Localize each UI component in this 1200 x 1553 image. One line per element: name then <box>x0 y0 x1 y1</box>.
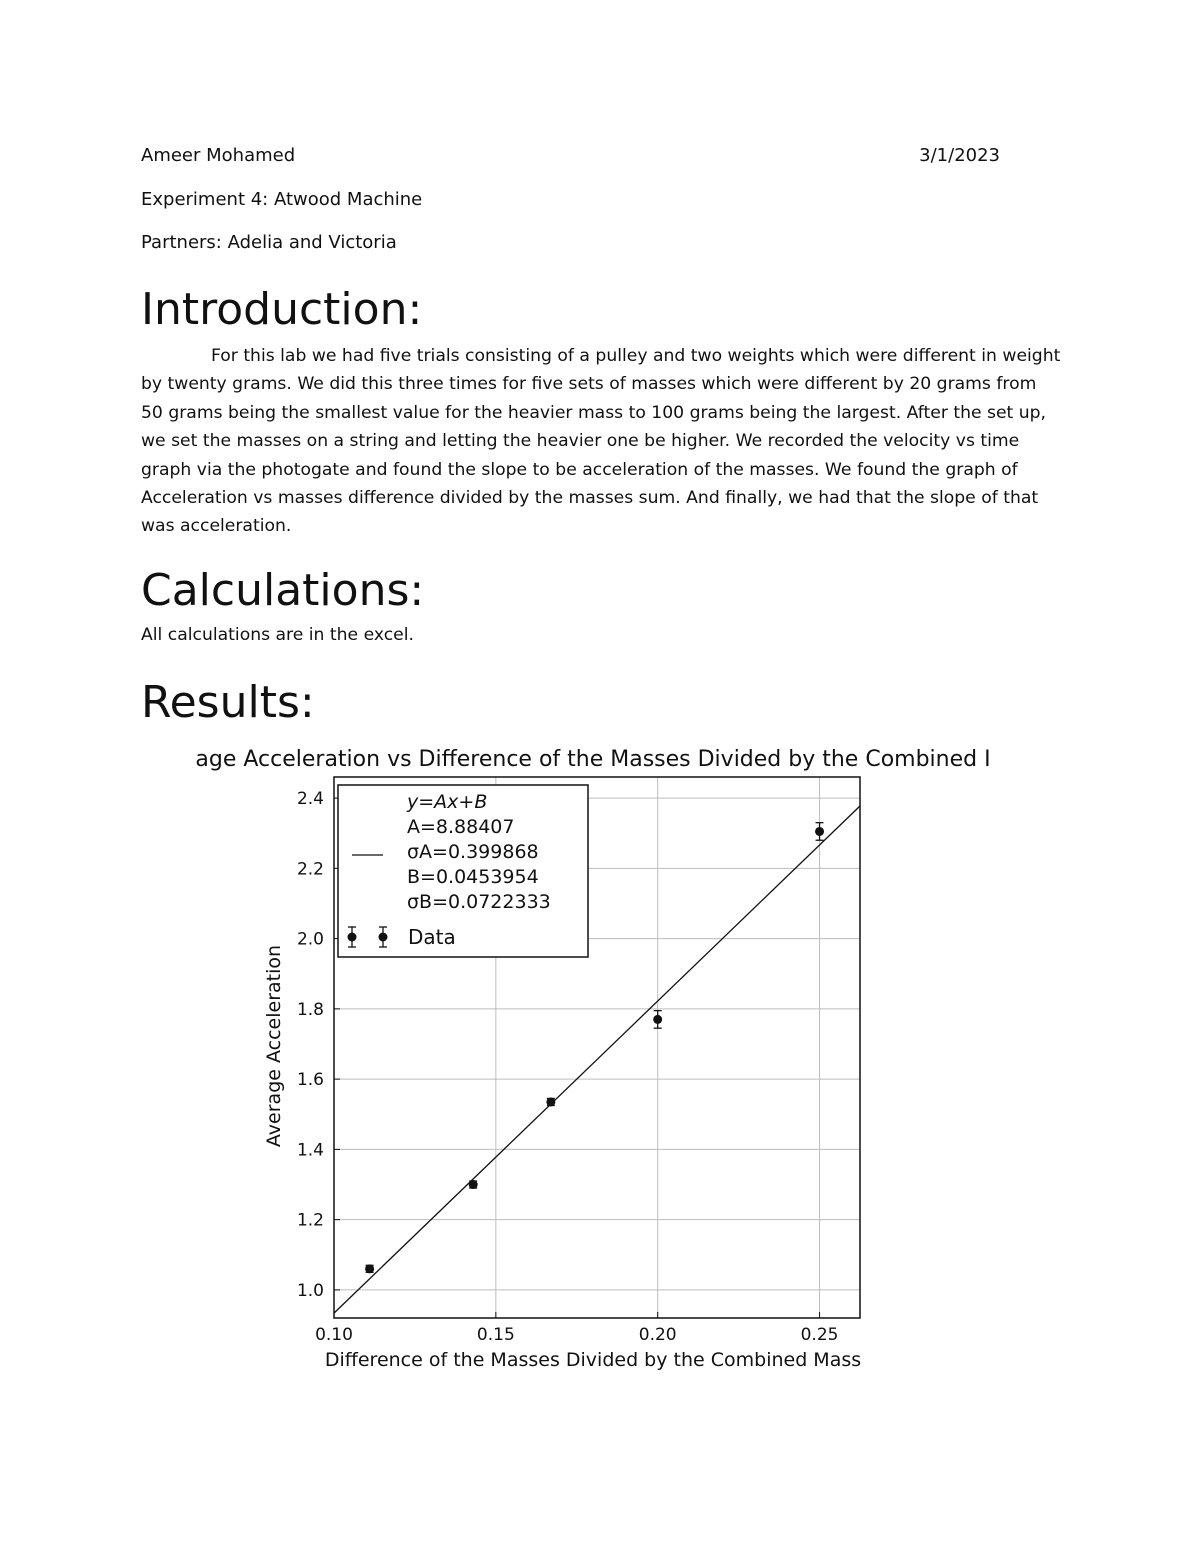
legend-fit-B: B=0.0453954 <box>407 866 539 888</box>
x-tick-label: 0.20 <box>638 1325 677 1345</box>
introduction-paragraph <box>141 342 1061 541</box>
legend-fit-A: A=8.88407 <box>407 816 515 838</box>
y-tick-label: 2.0 <box>296 929 324 950</box>
data-marker <box>653 1015 662 1024</box>
y-axis-label: Average Acceleration <box>263 944 285 1148</box>
author-name: Ameer Mohamed <box>141 145 296 166</box>
data-point <box>546 1097 555 1106</box>
y-tick-label: 1.0 <box>296 1280 324 1301</box>
data-point <box>365 1264 374 1273</box>
results-chart <box>0 740 1200 1380</box>
calculations-heading: Calculations: <box>141 565 425 616</box>
data-point <box>469 1180 478 1189</box>
results-heading: Results: <box>141 677 315 728</box>
x-tick-label: 0.10 <box>315 1325 353 1345</box>
data-marker <box>365 1264 374 1273</box>
chart-legend <box>338 785 588 957</box>
data-marker <box>546 1097 555 1106</box>
partners-line: Partners: Adelia and Victoria <box>141 232 397 253</box>
legend-fit-equation: y=Ax+B <box>407 791 488 813</box>
introduction-text: For this lab we had five trials consisting of a pulley and two weights which were different in weight by twenty grams. We did this three times for five sets of masses which were different by 20 grams from 50 grams being the smallest value for the heavier mass to 100 grams being the largest. After the set up, we set the masses on a string and letting the heavier one be higher. We recorded the velocity vs time graph via the photogate and found the slope to be acceleration of the masses. We found the graph of Acceleration vs masses difference divided by the masses sum. And finally, we had that the slope of that was acceleration. <box>141 346 1061 537</box>
calculations-text: All calculations are in the excel. <box>141 625 414 645</box>
data-marker <box>815 827 824 836</box>
y-tick-label: 1.8 <box>296 999 324 1020</box>
report-date: 3/1/2023 <box>919 145 1000 166</box>
data-point <box>815 823 824 841</box>
y-tick-label: 2.2 <box>296 859 324 880</box>
y-tick-label: 1.6 <box>296 1070 324 1091</box>
legend-fit-sigma-B: σB=0.0722333 <box>407 891 551 913</box>
data-marker <box>469 1180 478 1189</box>
legend-data-label: Data <box>408 925 456 949</box>
chart-title: age Acceleration vs Difference of the Masses Divided by the Combined I <box>195 747 991 772</box>
y-tick-label: 1.4 <box>296 1140 324 1161</box>
data-point <box>653 1011 662 1029</box>
introduction-heading: Introduction: <box>141 284 423 335</box>
x-axis-label: Difference of the Masses Divided by the Combined Mass <box>324 1349 862 1371</box>
x-tick-label: 0.15 <box>476 1325 515 1345</box>
experiment-title: Experiment 4: Atwood Machine <box>141 189 423 210</box>
y-tick-label: 1.2 <box>296 1210 324 1231</box>
y-tick-label: 2.4 <box>296 789 324 810</box>
legend-fit-sigma-A: σA=0.399868 <box>407 841 539 863</box>
x-tick-label: 0.25 <box>800 1325 839 1345</box>
